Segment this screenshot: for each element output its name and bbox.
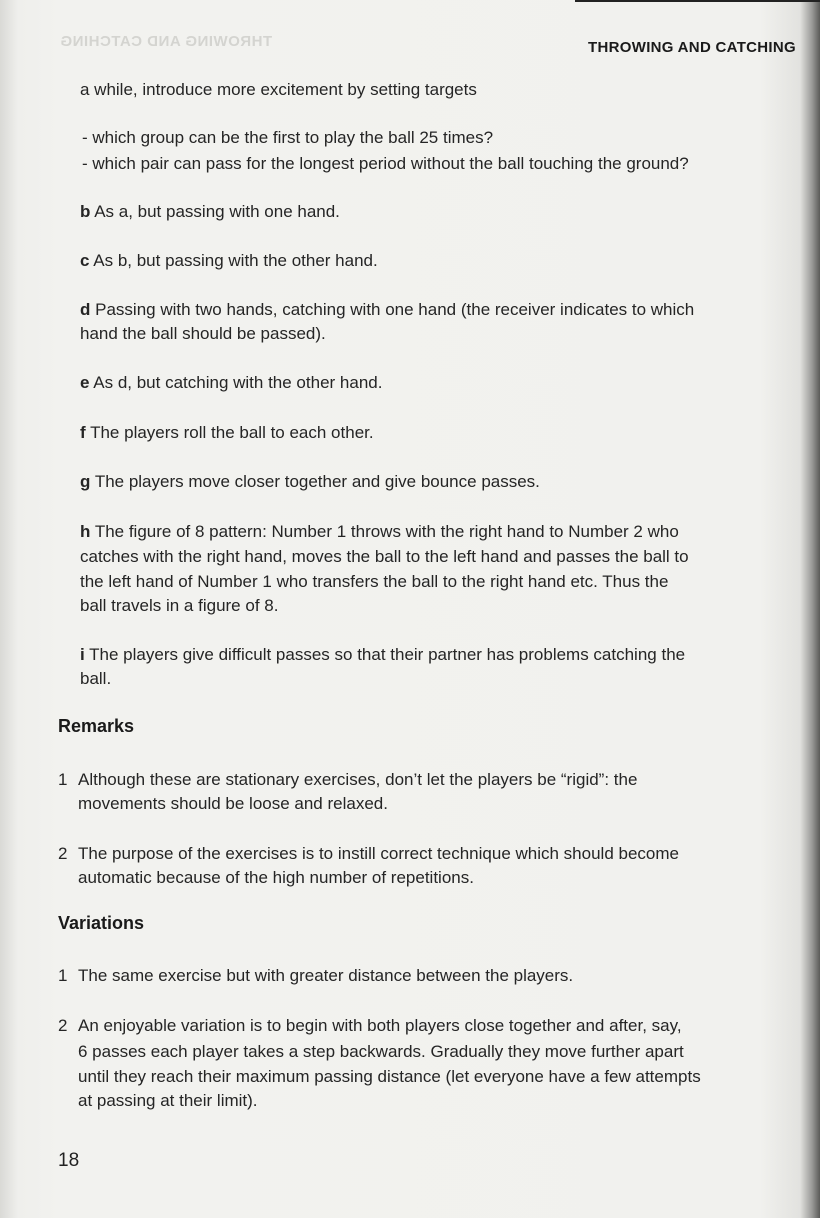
exercise-e xyxy=(80,371,382,395)
exercise-i xyxy=(80,643,685,667)
exercise-text: Passing with two hands, catching with one hand (the receiver indicates to which xyxy=(95,300,695,319)
exercise-text: The figure of 8 pattern: Number 1 throws with the right hand to Number 2 who xyxy=(94,522,679,541)
exercise-f xyxy=(80,421,374,445)
remark-number: 2 xyxy=(58,844,68,863)
exercise-letter: e xyxy=(80,373,90,392)
exercise-h-line2: catches with the right hand, moves the ball to the left hand and passes the ball to xyxy=(80,547,689,566)
exercise-g xyxy=(80,470,540,494)
variations-heading: Variations xyxy=(58,913,145,933)
target-bullet-2: - which pair can pass for the longest period without the ball touching the ground? xyxy=(82,154,689,173)
exercise-b xyxy=(80,200,340,224)
exercise-letter: b xyxy=(80,202,91,221)
running-header: THROWING AND CATCHING xyxy=(588,39,796,56)
exercise-text: As b, but passing with the other hand. xyxy=(93,251,378,270)
exercise-text: The players give difficult passes so that their partner has problems catching the xyxy=(89,645,686,664)
exercise-letter: h xyxy=(80,522,91,541)
bleed-through-header: THROWING AND CATCHING xyxy=(60,33,273,50)
exercise-letter: c xyxy=(80,251,90,270)
page-number: 18 xyxy=(58,1150,80,1171)
remark-number: 1 xyxy=(58,770,68,789)
exercise-letter: d xyxy=(80,300,91,319)
remark-2-line1: The purpose of the exercises is to instill correct technique which should become xyxy=(78,844,679,863)
exercise-d xyxy=(80,298,694,322)
exercise-h xyxy=(80,520,679,544)
remark-2-line2: automatic because of the high number of repetitions. xyxy=(78,868,474,887)
variation-1-line1: The same exercise but with greater distance between the players. xyxy=(78,966,574,985)
variation-number: 1 xyxy=(58,966,68,985)
exercise-h-line3: the left hand of Number 1 who transfers the ball to the right hand etc. Thus the xyxy=(80,572,669,591)
variation-2-line2: 6 passes each player takes a step backwards. Gradually they move further apart xyxy=(78,1042,684,1061)
variation-number: 2 xyxy=(58,1016,68,1035)
exercise-d-line2: hand the ball should be passed). xyxy=(80,324,326,343)
exercise-text: As a, but passing with one hand. xyxy=(94,202,340,221)
variation-2-line4: at passing at their limit). xyxy=(78,1091,258,1110)
exercise-text: As d, but catching with the other hand. xyxy=(93,373,383,392)
exercise-letter: i xyxy=(80,645,85,664)
variation-2-line3: until they reach their maximum passing distance (let everyone have a few attempts xyxy=(78,1067,701,1086)
remark-1-line1: Although these are stationary exercises, don’t let the players be “rigid”: the xyxy=(78,770,638,789)
exercise-h-line4: ball travels in a figure of 8. xyxy=(80,596,279,615)
top-rule xyxy=(575,0,820,2)
exercise-letter: g xyxy=(80,472,91,491)
intro-line: a while, introduce more excitement by setting targets xyxy=(80,80,477,99)
target-bullet-1: - which group can be the first to play the ball 25 times? xyxy=(82,128,494,147)
exercise-text: The players move closer together and give bounce passes. xyxy=(94,472,540,491)
exercise-letter: f xyxy=(80,423,86,442)
exercise-i-line2: ball. xyxy=(80,669,112,688)
exercise-text: The players roll the ball to each other. xyxy=(90,423,374,442)
exercise-c xyxy=(80,249,378,273)
remark-1-line2: movements should be loose and relaxed. xyxy=(78,794,388,813)
variation-2-line1: An enjoyable variation is to begin with both players close together and after, say, xyxy=(78,1016,682,1035)
remarks-heading: Remarks xyxy=(58,716,135,736)
